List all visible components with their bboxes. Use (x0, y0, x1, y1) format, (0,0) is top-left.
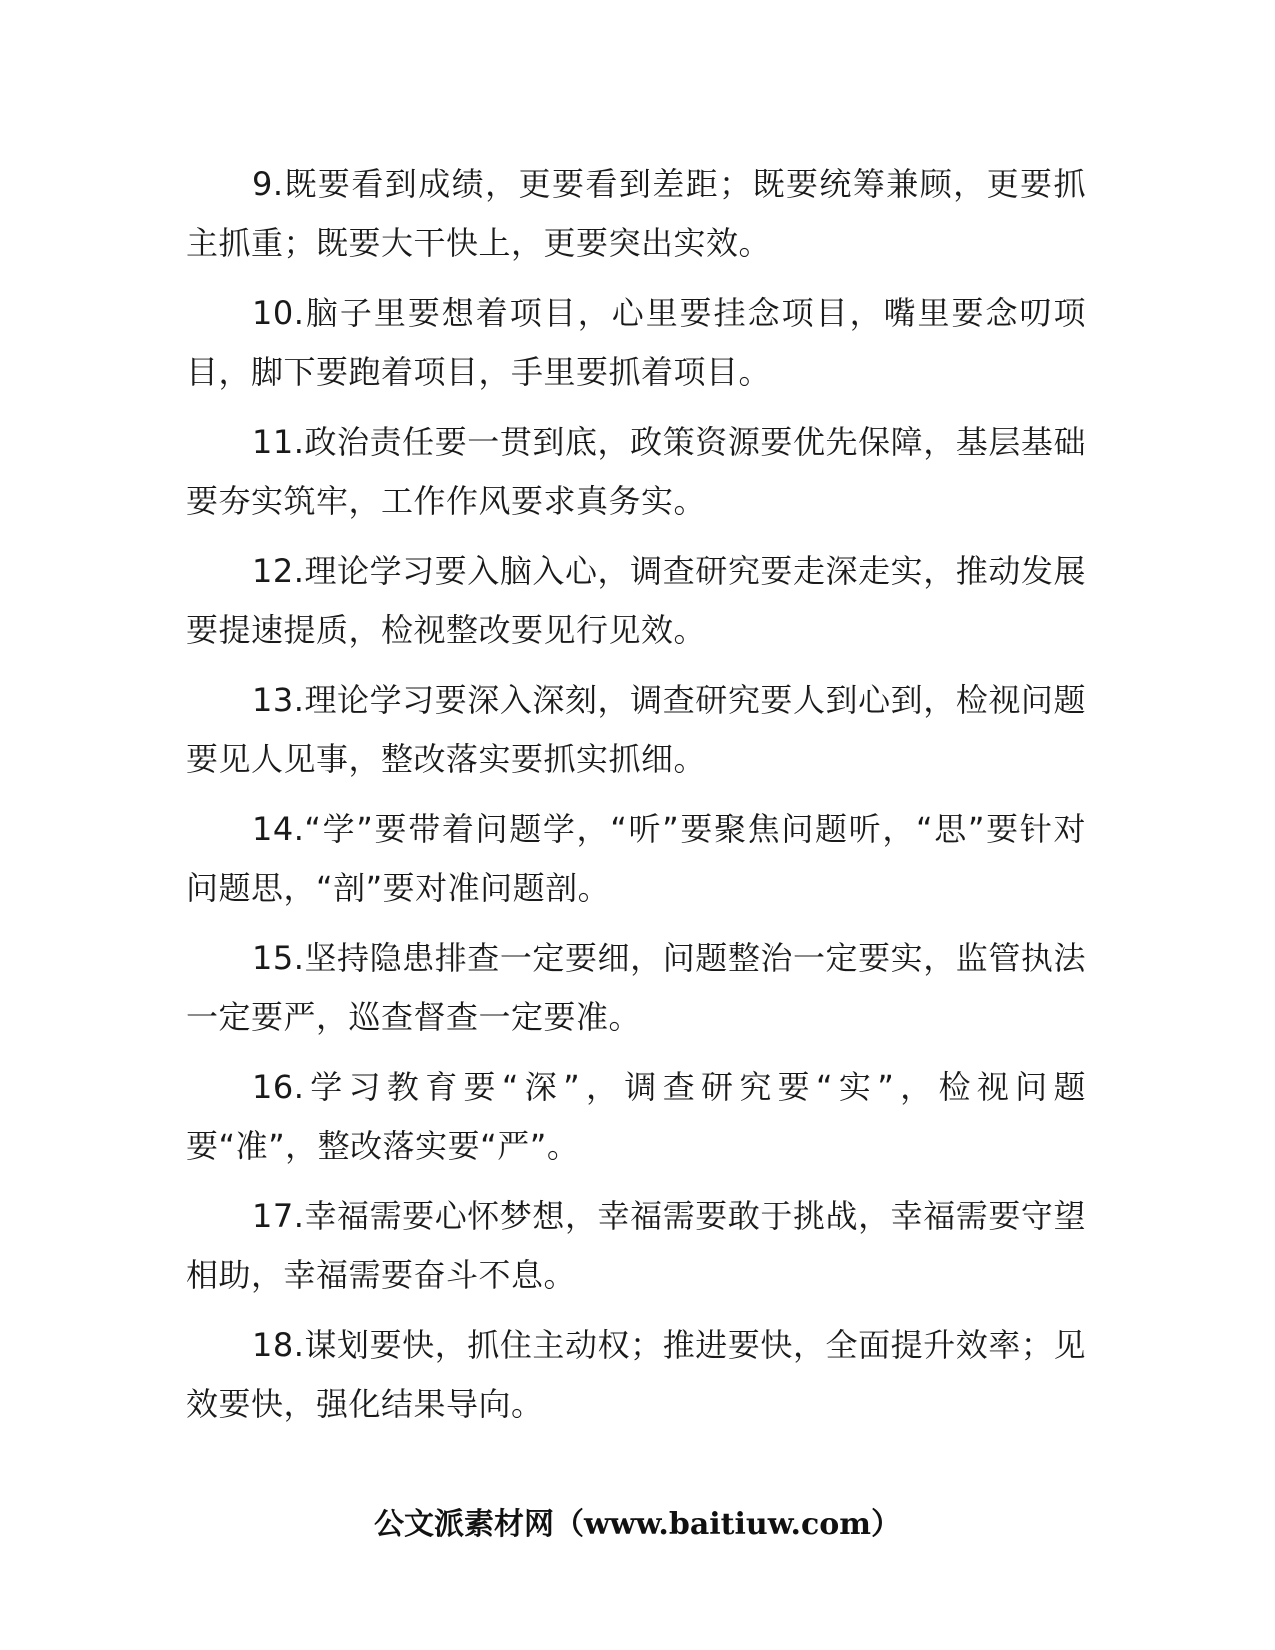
paragraph-14: 14.“学”要带着问题学，“听”要聚焦问题听，“思”要针对问题思，“剖”要对准问题剖。 (186, 810, 1086, 907)
document-body (186, 155, 1086, 1445)
paragraph-16: 16.学习教育要“深”，调查研究要“实”，检视问题要“准”，整改落实要“严”。 (186, 1068, 1086, 1165)
paragraph-12: 12.理论学习要入脑入心，调查研究要走深走实，推动发展要提速提质，检视整改要见行见效。 (186, 552, 1086, 649)
paragraph-11: 11.政治责任要一贯到底，政策资源要优先保障，基层基础要夯实筑牢，工作作风要求真务实。 (186, 423, 1086, 520)
paragraph-17: 17.幸福需要心怀梦想，幸福需要敢于挑战，幸福需要守望相助，幸福需要奋斗不息。 (186, 1197, 1086, 1294)
paragraph-13: 13.理论学习要深入深刻，调查研究要人到心到，检视问题要见人见事，整改落实要抓实抓细。 (186, 681, 1086, 778)
paragraph-18: 18.谋划要快，抓住主动权；推进要快，全面提升效率；见效要快，强化结果导向。 (186, 1326, 1086, 1423)
paragraph-10: 10.脑子里要想着项目，心里要挂念项目，嘴里要念叨项目，脚下要跑着项目，手里要抓着项目。 (186, 294, 1086, 391)
paragraph-15: 15.坚持隐患排查一定要细，问题整治一定要实，监管执法一定要严，巡查督查一定要准。 (186, 939, 1086, 1036)
paragraph-9: 9.既要看到成绩，更要看到差距；既要统筹兼顾，更要抓主抓重；既要大干快上，更要突出实效。 (186, 165, 1086, 262)
footer-source: 公文派素材网（www.baitiuw.com） (373, 1507, 902, 1542)
